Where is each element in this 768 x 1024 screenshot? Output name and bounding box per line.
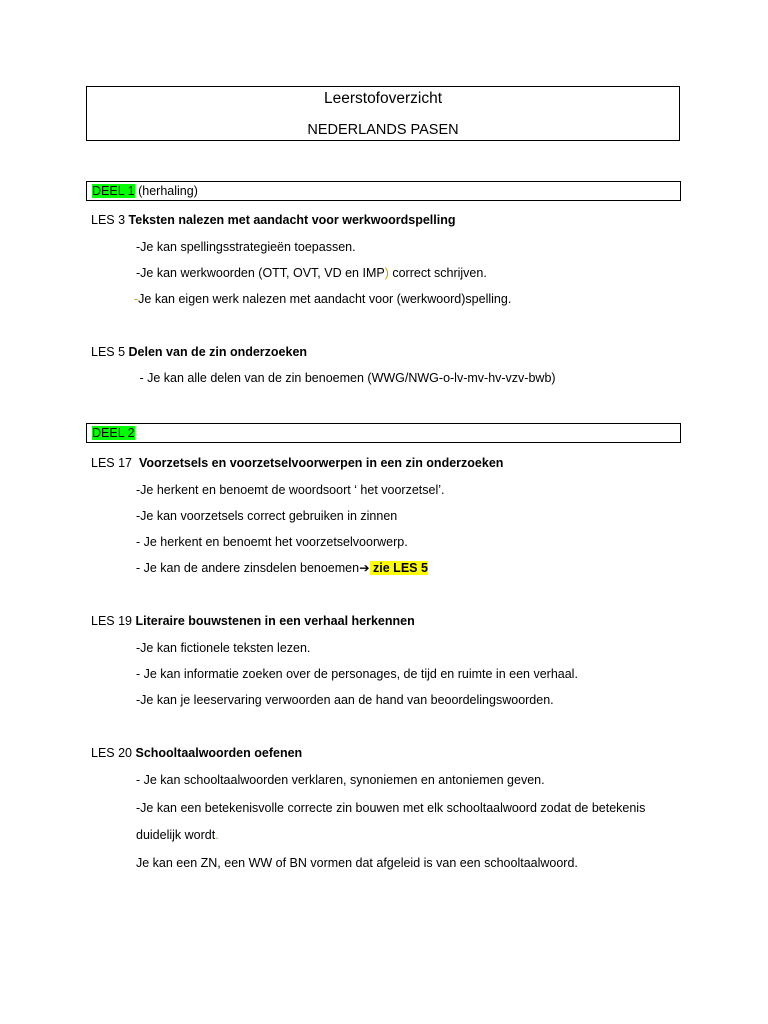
les-17-item-3: - Je herkent en benoemt het voorzetselvoorwerp. bbox=[136, 535, 408, 549]
les-19-item-2: - Je kan informatie zoeken over de personages, de tijd en ruimte in een verhaal. bbox=[136, 667, 578, 681]
les-17-heading bbox=[91, 455, 503, 471]
les-3-item-2: -Je kan werkwoorden (OTT, OVT, VD en IMP) correct schrijven. bbox=[136, 266, 487, 280]
les-3-title: Teksten nalezen met aandacht voor werkwoordspelling bbox=[128, 213, 456, 227]
les-19-item-1: -Je kan fictionele teksten lezen. bbox=[136, 641, 311, 655]
les-20-heading bbox=[91, 745, 302, 761]
page-subtitle: NEDERLANDS PASEN bbox=[307, 122, 459, 138]
les-20-prefix: LES 20 bbox=[91, 746, 136, 760]
les-5-item-1: - Je kan alle delen van de zin benoemen (WWG/NWG-o-lv-mv-hv-vzv-bwb) bbox=[136, 371, 556, 385]
les-5-prefix: LES 5 bbox=[91, 345, 129, 359]
les-17-item-2: -Je kan voorzetsels correct gebruiken in zinnen bbox=[136, 509, 398, 523]
deel-2-header bbox=[86, 423, 681, 443]
arrow-right-icon: ➔ bbox=[359, 561, 370, 575]
les-3-prefix: LES 3 bbox=[91, 213, 129, 227]
les-20-item-2-cont: duidelijk wordt. bbox=[136, 828, 219, 842]
les-5-heading bbox=[91, 344, 307, 360]
les-19-prefix: LES 19 bbox=[91, 614, 136, 628]
les-3-item-3: -Je kan eigen werk nalezen met aandacht voor (werkwoord)spelling. bbox=[134, 292, 512, 306]
les-3-item-1: -Je kan spellingsstrategieën toepassen. bbox=[136, 240, 356, 254]
les-19-title: Literaire bouwstenen in een verhaal herkennen bbox=[135, 614, 415, 628]
les-5-title: Delen van de zin onderzoeken bbox=[128, 345, 308, 359]
zie-les-5-highlight: zie LES 5 bbox=[369, 561, 428, 575]
page-title: Leerstofoverzicht bbox=[323, 90, 443, 107]
les-17-item-1: -Je herkent en benoemt de woordsoort ‘ het voorzetsel’. bbox=[136, 483, 445, 497]
les-20-item-1: - Je kan schooltaalwoorden verklaren, synoniemen en antoniemen geven. bbox=[136, 773, 545, 787]
les-20-item-3: Je kan een ZN, een WW of BN vormen dat afgeleid is van een schooltaalwoord. bbox=[136, 856, 578, 870]
deel-1-label: DEEL 1 bbox=[92, 184, 135, 198]
les-20-title: Schooltaalwoorden oefenen bbox=[135, 746, 303, 760]
les-17-prefix: LES 17 bbox=[91, 456, 139, 470]
les-3-heading bbox=[91, 212, 455, 228]
les-17-item-4: - Je kan de andere zinsdelen benoemen➔ zie LES 5 bbox=[136, 561, 428, 575]
deel-2-label: DEEL 2 bbox=[92, 426, 135, 440]
deel-1-header bbox=[86, 181, 681, 201]
deel-1-note: (herhaling) bbox=[134, 184, 198, 198]
title-box bbox=[86, 86, 680, 141]
les-20-item-2: -Je kan een betekenisvolle correcte zin bouwen met elk schooltaalwoord zodat de betekenis bbox=[136, 801, 646, 815]
les-19-heading bbox=[91, 613, 415, 629]
les-17-title: Voorzetsels en voorzetselvoorwerpen in een zin onderzoeken bbox=[138, 456, 504, 470]
les-19-item-3: -Je kan je leeservaring verwoorden aan de hand van beoordelingswoorden. bbox=[136, 693, 554, 707]
